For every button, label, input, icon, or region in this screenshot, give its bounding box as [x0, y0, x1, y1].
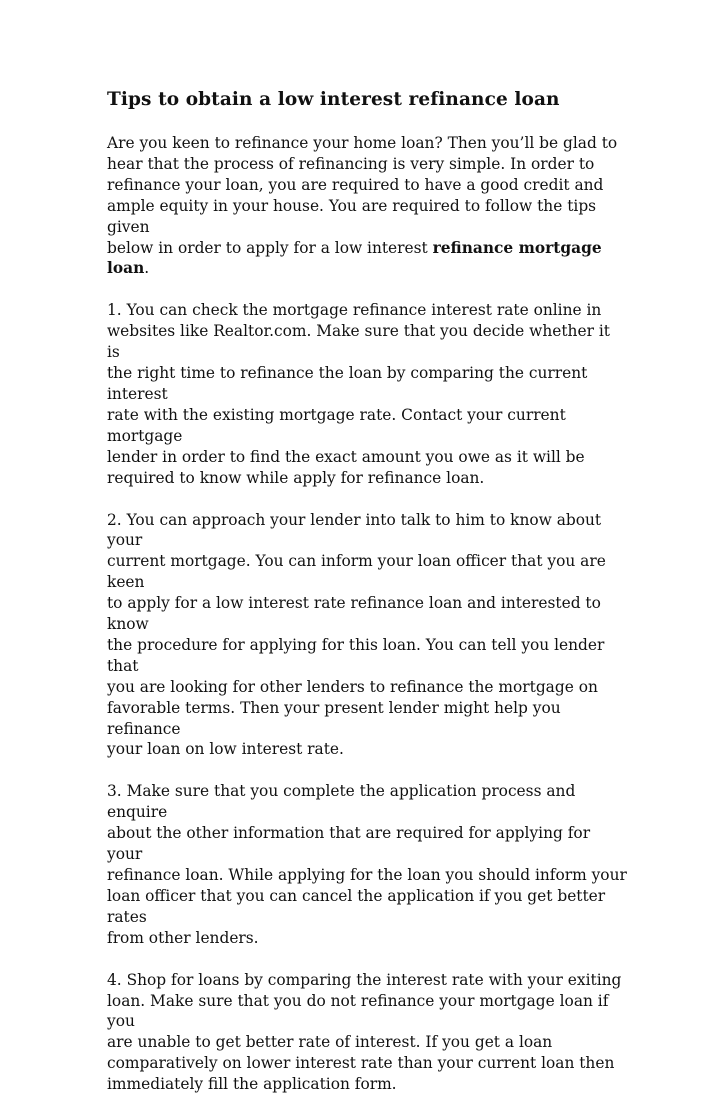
text-line: ample equity in your house. You are required to follow the tips given	[107, 196, 597, 236]
bold-keyword: refinance mortgage loan	[107, 238, 602, 278]
text-line: the right time to refinance the loan by comparing the current interest	[107, 364, 588, 403]
text-line: the procedure for applying for this loan. You can tell you lender that	[107, 635, 605, 675]
tip-4-paragraph	[107, 970, 627, 1095]
text-line: refinance loan. While applying for the loan you should inform your	[107, 866, 627, 884]
text-line: loan. Make sure that you do not refinance your mortgage loan if you	[107, 991, 609, 1031]
tip-2-paragraph	[107, 510, 627, 761]
text-line: comparatively on lower interest rate than your current loan then	[107, 1054, 615, 1073]
text-line: 3. Make sure that you complete the application process and enquire	[107, 782, 576, 822]
text-line: Are you keen to refinance your home loan? Then you’ll be glad to	[107, 134, 618, 152]
intro-text: below in order to apply for a low interest	[107, 238, 433, 257]
text-line: 2. You can approach your lender into talk to him to know about your	[107, 510, 602, 550]
document-title: Tips to obtain a low interest refinance loan	[107, 89, 560, 110]
text-line: 1. You can check the mortgage refinance interest rate online in	[107, 301, 602, 320]
text-line: from other lenders.	[107, 928, 259, 947]
text-line: websites like Realtor.com. Make sure that you decide whether it is	[107, 322, 610, 362]
text-line: favorable terms. Then your present lender might help you refinance	[107, 698, 561, 738]
text-line: rate with the existing mortgage rate. Contact your current mortgage	[107, 405, 566, 445]
tip-1-paragraph	[107, 300, 627, 488]
text-line: to apply for a low interest rate refinance loan and interested to know	[107, 594, 601, 634]
document-page	[107, 88, 627, 1095]
text-line: required to know while apply for refinance loan.	[107, 468, 485, 487]
text-line: immediately fill the application form.	[107, 1075, 397, 1094]
tip-3-paragraph	[107, 781, 627, 948]
text-line: refinance your loan, you are required to have a good credit and	[107, 175, 604, 194]
text-line: are unable to get better rate of interest. If you get a loan	[107, 1033, 553, 1052]
text-line: hear that the process of refinancing is very simple. In order to	[107, 154, 595, 173]
text-line	[107, 238, 627, 280]
text-line: your loan on low interest rate.	[107, 740, 344, 759]
text-line: current mortgage. You can inform your loan officer that you are keen	[107, 552, 606, 592]
text-line: about the other information that are required for applying for your	[107, 824, 591, 864]
intro-period: .	[144, 259, 150, 278]
text-line: lender in order to find the exact amount you owe as it will be	[107, 447, 585, 466]
intro-paragraph	[107, 133, 627, 279]
text-line: you are looking for other lenders to refinance the mortgage on	[107, 677, 598, 696]
text-line: loan officer that you can cancel the application if you get better rates	[107, 886, 606, 926]
text-line: 4. Shop for loans by comparing the interest rate with your exiting	[107, 970, 622, 989]
